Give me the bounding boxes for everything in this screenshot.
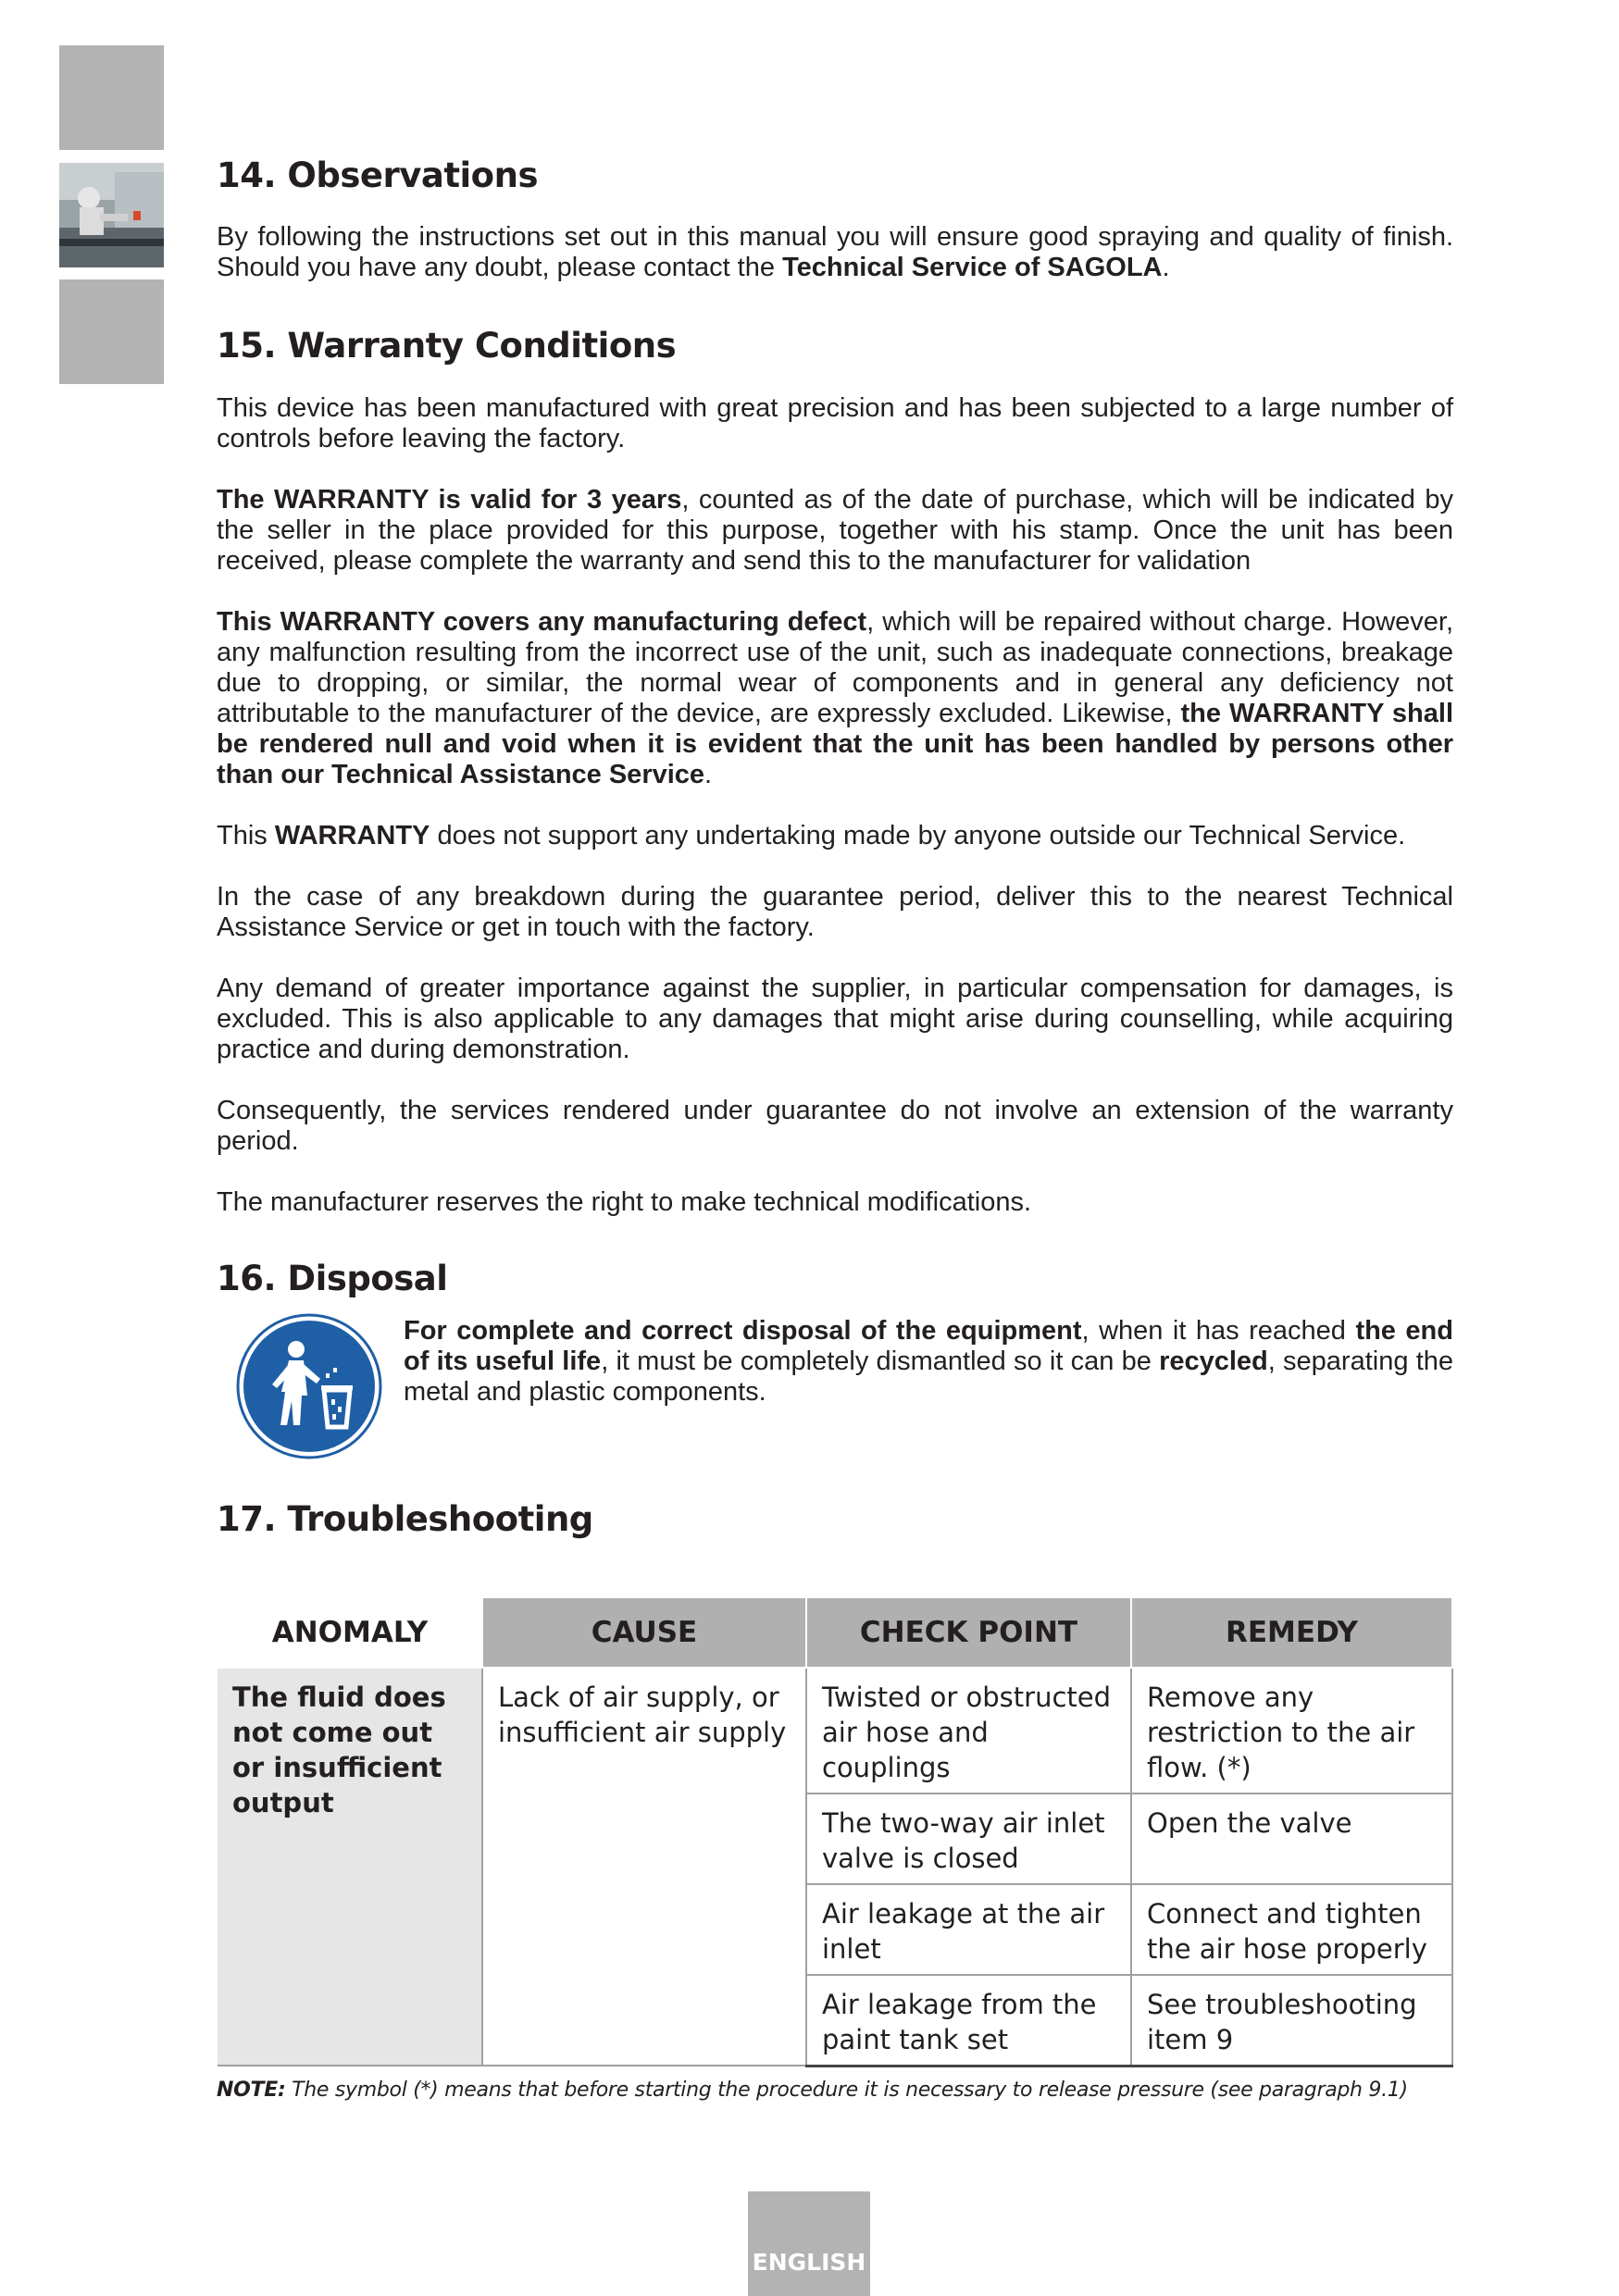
table-note: NOTE: The symbol (*) means that before starting the procedure it is necessary to release pressure (see paragraph 9.1)	[217, 2078, 1408, 2102]
page-content	[217, 155, 1453, 2102]
remedy-cell: Connect and tighten the air hose properly	[1131, 1884, 1452, 1975]
warranty-paragraph-5: In the case of any breakdown during the guarantee period, deliver this to the nearest Technical Assistance Service or get in touch with the factory.	[217, 881, 1453, 942]
check-point-cell: Air leakage at the air inlet	[806, 1884, 1131, 1975]
header-anomaly: ANOMALY	[218, 1597, 482, 1668]
section-title-warranty: 15. Warranty Conditions	[217, 326, 677, 366]
remedy-cell: Remove any restriction to the air flow. (*)	[1131, 1668, 1452, 1793]
warranty-paragraph-4: This WARRANTY does not support any undertaking made by anyone outside our Technical Service.	[217, 820, 1406, 850]
header-check-point: CHECK POINT	[806, 1597, 1131, 1668]
cause-cell: Lack of air supply, or insufficient air supply	[482, 1668, 806, 2066]
section-title-troubleshooting: 17. Troubleshooting	[217, 1499, 593, 1540]
recycle-bin-icon	[235, 1312, 383, 1460]
disposal-block	[217, 1312, 1453, 1460]
warranty-paragraph-1: This device has been manufactured with great precision and has been subjected to a large number of controls before leaving the factory.	[217, 392, 1453, 453]
warranty-paragraph-6: Any demand of greater importance against the supplier, in particular compensation for damages, is excluded. This is also applicable to any damages that might arise during counselling, while acquiring practice and during demonstration.	[217, 973, 1453, 1064]
side-photo	[59, 163, 164, 267]
header-remedy: REMEDY	[1131, 1597, 1452, 1668]
observations-text: By following the instructions set out in this manual you will ensure good spraying and quality of finish. Should you have any doubt, please contact the Technical Service of SAGOLA.	[217, 222, 1453, 283]
warranty-paragraph-3: This WARRANTY covers any manufacturing defect, which will be repaired without charge. However, any malfunction resulting from the incorrect use of the unit, such as inadequate connections, breakage due to dropping, or similar, the normal wear of components and in general any deficiency not attributable to the manufacturer of the device, are expressly excluded. Likewise, the WARRANTY shall be rendered null and void when it is evident that the unit has been handled by persons other than our Technical Assistance Service.	[217, 606, 1454, 789]
worker-photo-image	[59, 163, 164, 267]
table-header-row	[218, 1597, 1452, 1668]
remedy-cell: See troubleshooting item 9	[1131, 1975, 1452, 2066]
troubleshooting-table	[217, 1596, 1453, 2067]
check-point-cell: Air leakage from the paint tank set	[806, 1975, 1131, 2066]
check-point-cell: The two-way air inlet valve is closed	[806, 1793, 1131, 1884]
anomaly-cell: The fluid does not come out or insufficient output	[218, 1668, 482, 2066]
section-title-observations: 14. Observations	[217, 155, 538, 195]
warranty-paragraph-2: The WARRANTY is valid for 3 years, counted as of the date of purchase, which will be indicated by the seller in the place provided for this purpose, together with his stamp. Once the unit has been received, please complete the warranty and send this to the manufacturer for validation	[217, 484, 1453, 576]
warranty-paragraph-8: The manufacturer reserves the right to make technical modifications.	[217, 1186, 1032, 1217]
section-title-disposal: 16. Disposal	[217, 1258, 448, 1298]
language-label: ENGLISH	[752, 2249, 866, 2276]
disposal-text: For complete and correct disposal of the equipment, when it has reached the end of its useful life, it must be completely dismantled so it can be recycled, separating the metal and plastic components.	[404, 1316, 1454, 1408]
table-row	[218, 1668, 1452, 1793]
check-point-cell: Twisted or obstructed air hose and couplings	[806, 1668, 1131, 1793]
language-tab	[748, 2191, 870, 2296]
remedy-cell: Open the valve	[1131, 1793, 1452, 1884]
warranty-paragraph-7: Consequently, the services rendered under guarantee do not involve an extension of the warranty period.	[217, 1095, 1453, 1156]
header-cause: CAUSE	[482, 1597, 806, 1668]
side-marker-top	[59, 45, 164, 150]
side-marker-bottom	[59, 279, 164, 384]
